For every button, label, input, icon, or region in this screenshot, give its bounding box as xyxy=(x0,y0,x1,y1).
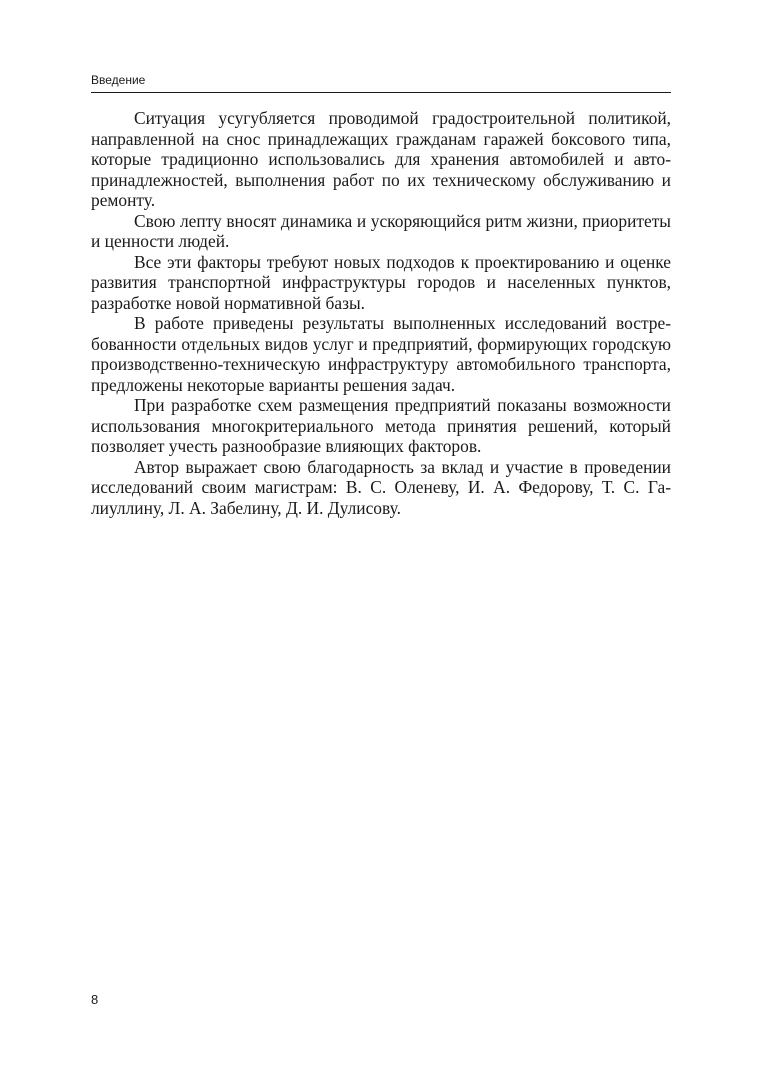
paragraph-3: Все эти факторы требуют новых подходов к проектированию и оценке развития транспортной инфраструктуры городов и населенных пунктов, разработке новой нормативной базы. xyxy=(91,251,671,313)
page-number: 8 xyxy=(91,992,99,1007)
body-text xyxy=(91,108,671,518)
paragraph-1: Ситуация усугубляется проводимой градостроительной политикой, направленной на снос принадлежащих гражданам гаражей боксового типа, которые традиционно использовались для хранения автомобилей и автопринадлежностей, выполнения работ по их техническому обслуживанию и ремонту. xyxy=(91,108,671,210)
paragraph-2: Свою лепту вносят динамика и ускоряющийся ритм жизни, приоритеты и ценности людей. xyxy=(91,210,671,251)
paragraph-5: При разработке схем размещения предприятий показаны возможности использования многокритериального метода принятия решений, который позволяет учесть разнообразие влияющих факторов. xyxy=(91,395,671,456)
paragraph-6: Автор выражает свою благодарность за вклад и участие в проведении исследований своим магистрам: В. С. Оленеву, И. А. Федорову, Т. С. Галиуллину, Л. А. Забелину, Д. И. Дулисову. xyxy=(91,456,671,518)
running-header-title: Введение xyxy=(91,73,146,87)
header-divider xyxy=(91,92,671,93)
paragraph-4: В работе приведены результаты выполненных исследований востребованности отдельных видов услуг и предприятий, формирующих городскую производственно-техническую инфраструктуру автомобильного транспорта, предложены некоторые варианты решения задач. xyxy=(91,313,671,395)
